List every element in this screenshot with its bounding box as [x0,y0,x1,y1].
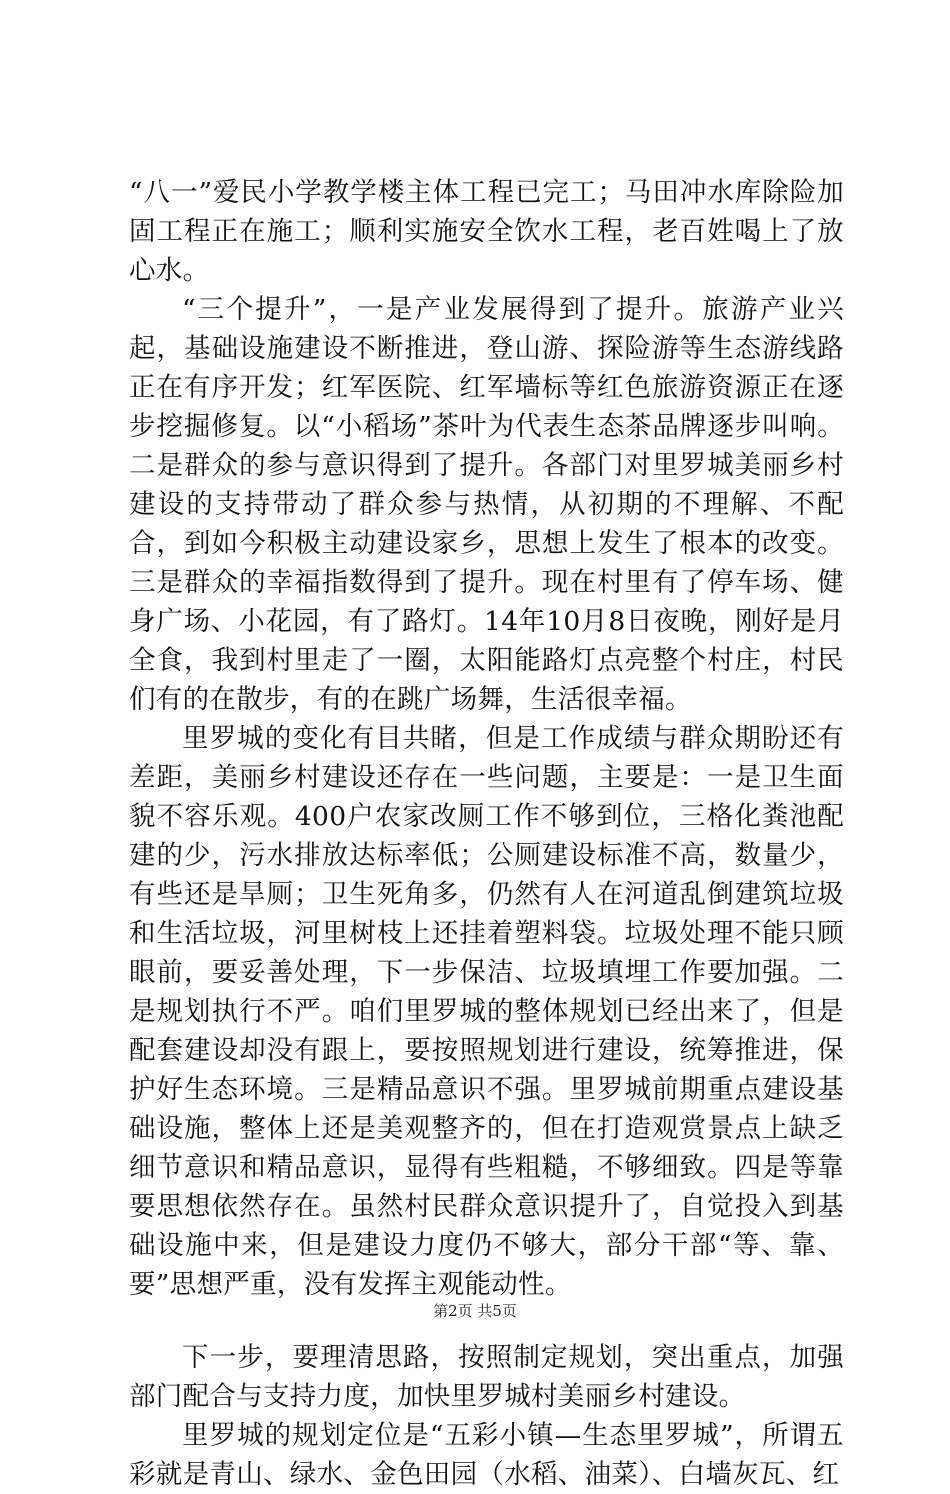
paragraph-4: 下一步，要理清思路，按照制定规划，突出重点，加强部门配合与支持力度，加快里罗城村美丽乡村建设。 [129,1342,844,1412]
paragraph-1: “八一”爱民小学教学楼主体工程已完工；马田冲水库除险加固工程正在施工；顺利实施安全饮水工程，老百姓喝上了放心水。 [129,177,844,286]
paragraph-5: 里罗城的规划定位是“五彩小镇—生态里罗城”，所谓五彩就是青山、绿水、金色田园（水稻、油菜）、白墙灰瓦、红 [129,1420,844,1490]
paragraph-3: 里罗城的变化有目共睹，但是工作成绩与群众期盼还有差距，美丽乡村建设还存在一些问题，主要是：一是卫生面貌不容乐观。400户农家改厕工作不够到位，三格化粪池配建的少，污水排放达标率低；公厕建设标准不高，数量少，有些还是旱厕；卫生死角多，仍然有人在河道乱倒建筑垃圾和生活垃圾，河里树枝上还挂着塑料袋。垃圾处理不能只顾眼前，要妥善处理，下一步保洁、垃圾填埋工作要加强。二是规划执行不严。咱们里罗城的整体规划已经出来了，但是配套建设却没有跟上，要按照规划进行建设，统筹推进，保护好生态环境。三是精品意识不强。里罗城前期重点建设基础设施，整体上还是美观整齐的，但在打造观赏景点上缺乏细节意识和精品意识，显得有些粗糙，不够细致。四是等靠要思想依然存在。虽然村民群众意识提升了，自觉投入到基础设施中来，但是建设力度仍不够大，部分干部“等、靠、要”思想严重，没有发挥主观能动性。 [129,723,844,1300]
page-footer: 第2页 共5页 [433,1302,517,1320]
paragraph-2: “三个提升”，一是产业发展得到了提升。旅游产业兴起，基础设施建设不断推进，登山游、探险游等生态游线路正在有序开发；红军医院、红军墙标等红色旅游资源正在逐步挖掘修复。以“小稻场”茶叶为代表生态茶品牌逐步叫响。二是群众的参与意识得到了提升。各部门对里罗城美丽乡村建设的支持带动了群众参与热情，从初期的不理解、不配合，到如今积极主动建设家乡，思想上发生了根本的改变。三是群众的幸福指数得到了提升。现在村里有了停车场、健身广场、小花园，有了路灯。14年10月8日夜晚，刚好是月全食，我到村里走了一圈，太阳能路灯点亮整个村庄，村民们有的在散步，有的在跳广场舞，生活很幸福。 [129,294,844,715]
document-body [129,173,844,1494]
